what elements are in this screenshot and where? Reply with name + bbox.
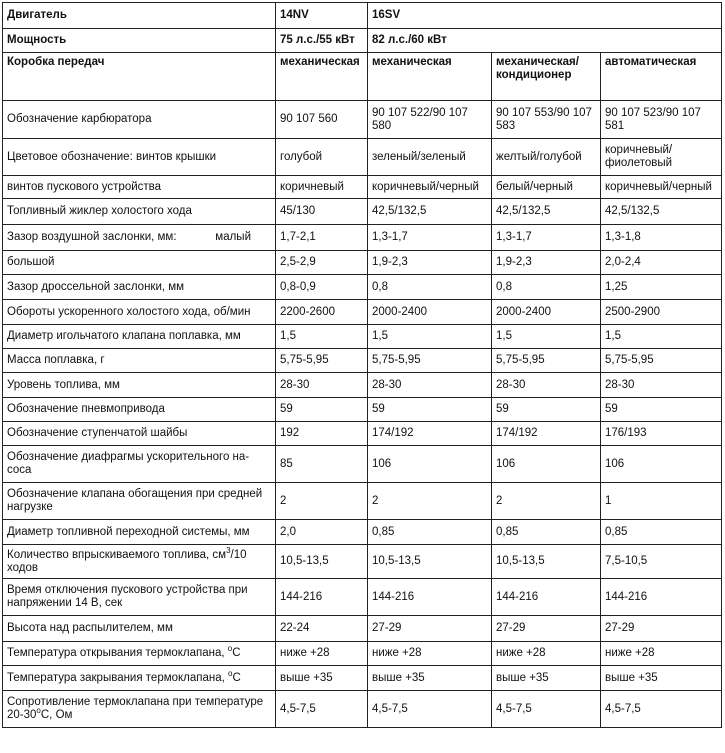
row-value: 176/193 [601,422,722,446]
row-value: 45/130 [276,199,368,225]
row-value: ниже +28 [601,642,722,666]
row-value: 4,5-7,5 [368,691,492,728]
table-row [3,275,722,300]
row-value: 5,75-5,95 [276,349,368,373]
row-value: 90 107 523/90 107 581 [601,101,722,139]
row-value: желтый/голубой [492,139,601,176]
row-value: 90 107 522/90 107 580 [368,101,492,139]
row-label [3,325,276,349]
row-value: 1,9-2,3 [492,251,601,275]
row-value: 10,5-13,5 [276,545,368,579]
table-row [3,225,722,251]
row-value: 174/192 [368,422,492,446]
row-value: 42,5/132,5 [601,199,722,225]
row-label [3,642,276,666]
table-row [3,616,722,642]
table-row [3,642,722,666]
row-value: 1,3-1,8 [601,225,722,251]
row-label-text: Обозначение диафрагмы ускорительного на-соса [7,451,250,476]
row-label [3,398,276,422]
row-value: коричневый/ фиолетовый [601,139,722,176]
table-row [3,373,722,398]
row-label [3,300,276,325]
row-value: 1,3-1,7 [368,225,492,251]
row-value: выше +35 [601,666,722,691]
row-value: 1,3-1,7 [492,225,601,251]
row-value: 1,5 [276,325,368,349]
row-sublabel: малый [215,231,251,244]
row-value: 27-29 [368,616,492,642]
row-label-tail: C, Ом [40,709,73,721]
table-row [3,520,722,545]
row-value: ниже +28 [368,642,492,666]
row-value: коричневый/черный [368,176,492,199]
row-label-text: Обороты ускоренного холостого хода, об/мин [7,305,251,318]
table-row [3,139,722,176]
table-row [3,398,722,422]
row-value: 2000-2400 [368,300,492,325]
row-value: 174/192 [492,422,601,446]
row-value: 0,8-0,9 [276,275,368,300]
row-value: 2500-2900 [601,300,722,325]
row-value: 144-216 [276,579,368,616]
row-label-text: Зазор воздушной заслонки, мм: [7,231,177,244]
row-label-text: Сопротивление термоклапана при температуре 20-30 [7,696,264,721]
row-value: 42,5/132,5 [368,199,492,225]
row-value: 106 [368,446,492,483]
row-value: 106 [601,446,722,483]
table-row [3,579,722,616]
row-label-text: Обозначение клапана обогащения при средней нагрузке [7,488,263,513]
row-label-text: Время отключения пускового устройства при напряжении 14 В, сек [7,584,248,609]
row-value: коричневый [276,176,368,199]
carburetor-spec-table [2,2,722,728]
row-value: 90 107 560 [276,101,368,139]
table-row [3,349,722,373]
power-row [3,29,722,53]
row-value: 1,9-2,3 [368,251,492,275]
row-label-text: Обозначение ступенчатой шайбы [7,427,188,440]
row-value: 5,75-5,95 [492,349,601,373]
row-value: 1,5 [368,325,492,349]
row-value: 7,5-10,5 [601,545,722,579]
row-value: 59 [276,398,368,422]
row-label [3,139,276,176]
row-label [3,545,276,579]
row-value: 28-30 [492,373,601,398]
row-value: 27-29 [492,616,601,642]
row-label-text: Масса поплавка, г [7,354,105,367]
row-value: 0,8 [368,275,492,300]
row-value: 1,7-2,1 [276,225,368,251]
row-value: 2 [276,483,368,520]
row-value: 0,85 [368,520,492,545]
engine-label: Двигатель [3,3,276,29]
row-label [3,422,276,446]
row-label-superscript: o [227,644,233,654]
row-value: 90 107 553/90 107 583 [492,101,601,139]
row-label [3,275,276,300]
gearbox-cell: механическая [368,53,492,101]
row-value: 144-216 [368,579,492,616]
row-label [3,579,276,616]
table-row [3,300,722,325]
row-label [3,199,276,225]
table-row [3,446,722,483]
gearbox-row [3,53,722,101]
row-value: 1 [601,483,722,520]
row-label-tail: C [232,671,241,684]
row-label [3,691,276,728]
row-label [3,373,276,398]
row-value: 2 [492,483,601,520]
row-label [3,446,276,483]
row-label-superscript: o [228,668,233,678]
row-label-text: Зазор дроссельной заслонки, мм [7,280,185,293]
row-value: выше +35 [492,666,601,691]
engine-row [3,3,722,29]
table-row [3,545,722,579]
engine-16sv: 16SV [368,3,722,29]
power-label: Мощность [3,29,276,53]
row-label-text: Количество впрыскиваемого топлива, см [7,548,227,561]
row-value: 4,5-7,5 [601,691,722,728]
table-row [3,199,722,225]
row-value: 28-30 [368,373,492,398]
table-row [3,101,722,139]
row-value: 42,5/132,5 [492,199,601,225]
row-label [3,225,276,251]
row-value: коричневый/черный [601,176,722,199]
row-value: 2 [368,483,492,520]
row-value: 28-30 [276,373,368,398]
table-row [3,666,722,691]
row-label [3,666,276,691]
row-value: белый/черный [492,176,601,199]
row-value: ниже +28 [276,642,368,666]
row-label-text: Температура закрывания термоклапана, [7,671,229,684]
row-value: 10,5-13,5 [368,545,492,579]
spec-rows [3,101,722,728]
row-label [3,176,276,199]
row-label-text: Диаметр игольчатого клапана поплавка, мм [7,330,241,343]
row-label-tail: /10 ходов [7,548,247,574]
table-row [3,691,722,728]
row-label-text: Диаметр топливной переходной системы, мм [7,525,250,538]
row-value: 2,5-2,9 [276,251,368,275]
row-value: 59 [492,398,601,422]
gearbox-cell: механическая [276,53,368,101]
row-value: 0,85 [492,520,601,545]
row-value: зеленый/зеленый [368,139,492,176]
row-value: 22-24 [276,616,368,642]
row-label-text: Высота над распылителем, мм [7,622,173,635]
row-label-superscript: 3 [226,545,231,555]
row-label-tail: C [232,647,241,660]
row-value: 144-216 [492,579,601,616]
row-value: 2200-2600 [276,300,368,325]
row-value: 2,0-2,4 [601,251,722,275]
row-value: 0,85 [601,520,722,545]
row-label [3,349,276,373]
gearbox-cell: механическая/ кондиционер [492,53,601,101]
power-16sv: 82 л.с./60 кВт [368,29,722,53]
row-value: 1,5 [601,325,722,349]
table-row [3,422,722,446]
row-value: 106 [492,446,601,483]
row-value: 4,5-7,5 [492,691,601,728]
row-value: выше +35 [276,666,368,691]
row-value: 2,0 [276,520,368,545]
row-value: 5,75-5,95 [601,349,722,373]
gearbox-label: Коробка передач [3,53,276,101]
row-value: 59 [368,398,492,422]
row-label [3,616,276,642]
row-value: 1,25 [601,275,722,300]
row-value: 0,8 [492,275,601,300]
table-row [3,325,722,349]
row-label-text: большой [7,256,55,269]
row-value: 28-30 [601,373,722,398]
row-label-text: Температура открывания термоклапана, [7,647,228,660]
power-14nv: 75 л.с./55 кВт [276,29,368,53]
row-value: 10,5-13,5 [492,545,601,579]
row-label-superscript: o [36,706,41,716]
row-value: ниже +28 [492,642,601,666]
row-value: 144-216 [601,579,722,616]
gearbox-cell: автоматическая [601,53,722,101]
row-value: 4,5-7,5 [276,691,368,728]
row-label-text: винтов пускового устройства [7,180,162,193]
row-value: 5,75-5,95 [368,349,492,373]
row-value: 27-29 [601,616,722,642]
row-label [3,483,276,520]
row-value: 1,5 [492,325,601,349]
row-label [3,520,276,545]
row-label-text: Топливный жиклер холостого хода [7,205,192,218]
row-label [3,251,276,275]
row-label-text: Уровень топлива, мм [7,378,120,391]
table-row [3,176,722,199]
row-label-text: Обозначение пневмопривода [7,403,165,416]
row-value: 59 [601,398,722,422]
row-label-text: Цветовое обозначение: винтов крышки [7,150,217,163]
row-value: 85 [276,446,368,483]
table-row [3,251,722,275]
row-label [3,101,276,139]
row-value: 2000-2400 [492,300,601,325]
row-value: голубой [276,139,368,176]
row-value: выше +35 [368,666,492,691]
row-value: 192 [276,422,368,446]
row-label-text: Обозначение карбюратора [7,113,152,126]
table-row [3,483,722,520]
engine-14nv: 14NV [276,3,368,29]
